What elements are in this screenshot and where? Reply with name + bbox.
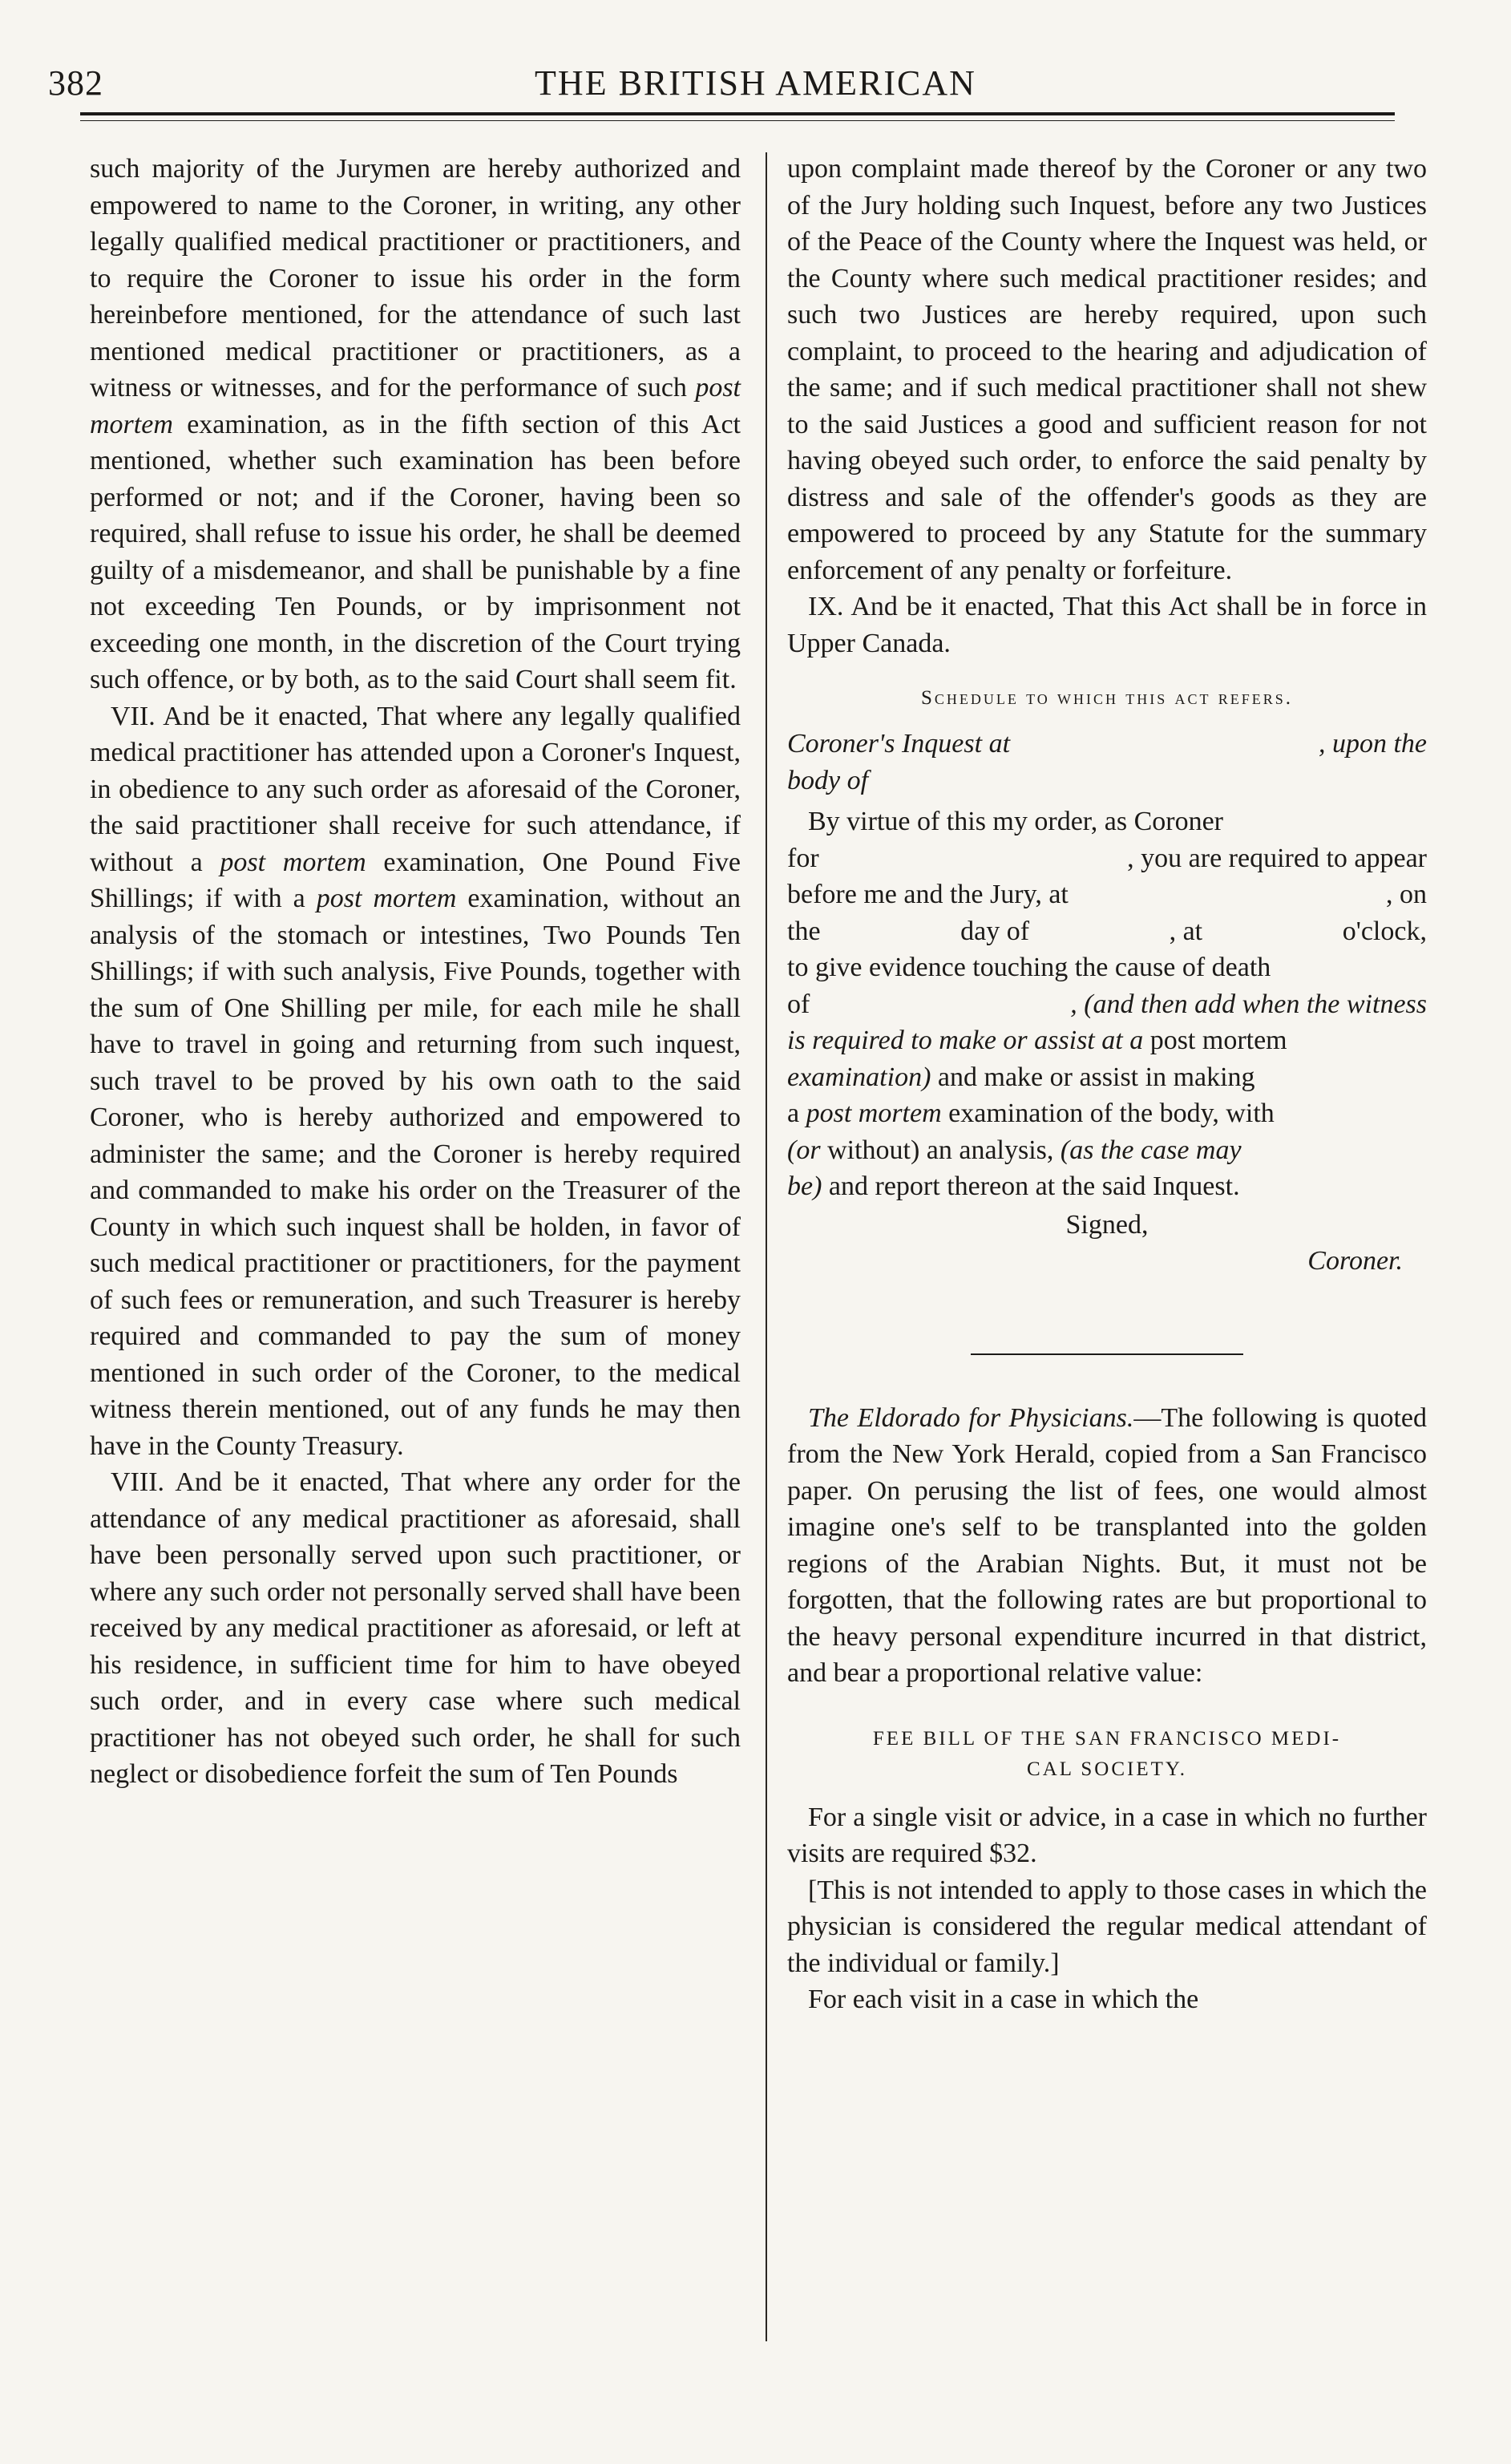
- order-text: , you are required to appear: [1127, 843, 1427, 873]
- order-text: post mortem: [806, 1098, 942, 1128]
- order-text: is required to make or assist at a: [787, 1026, 1144, 1055]
- order-text: a: [787, 1098, 800, 1128]
- order-line: By virtue of this my order, as Coroner: [808, 807, 1223, 836]
- italic-term: post mortem: [316, 884, 457, 913]
- section-separator: [971, 1353, 1243, 1355]
- order-text: , on: [1386, 880, 1427, 909]
- fee-item: For each visit in a case in which the: [808, 1985, 1199, 2014]
- order-line: [787, 1132, 1427, 1169]
- order-text: , (and then add when the witness: [1070, 989, 1427, 1019]
- order-line: [787, 876, 1427, 913]
- italic-term: post mortem: [90, 373, 741, 439]
- running-head: THE BRITISH AMERICAN: [535, 63, 976, 103]
- article-title: The Eldorado for Physicians.: [808, 1402, 1134, 1433]
- italic-term: post mortem: [220, 847, 366, 877]
- order-line: [787, 913, 1427, 950]
- order-line: [787, 1022, 1427, 1059]
- section-viii: VIII. And be it enacted, That where any order for the attendance of any medical practitioner as aforesaid, shall have been personally served upon such practitioner, or where any such order not personally served shall have been received by any medical practitioner as aforesaid, or left at his residence, in sufficient time for him to have obeyed such order, and in every case where such medical practitioner has not obeyed such order, he shall for such neglect or disobedience forfeit the sum of Ten Pounds: [90, 1467, 741, 1789]
- order-text: examination): [787, 1062, 931, 1092]
- section-vii: [90, 698, 741, 1465]
- order-text: for: [787, 843, 819, 873]
- order-text: examination of the body, with: [948, 1098, 1275, 1128]
- schedule-text: body of: [787, 765, 869, 795]
- eldorado-article: [787, 1400, 1427, 1692]
- order-text: day of: [960, 916, 1030, 946]
- order-text: of: [787, 989, 810, 1019]
- order-text: post mortem: [1149, 1026, 1287, 1055]
- signature-label: Signed,: [1065, 1209, 1149, 1240]
- paragraph-text: VII. And be it enacted, That where any legally qualified medical practitioner has attended upon a Coroner's Inquest, in obedience to any such order as aforesaid of the Coroner, the said practitioner shall receive for such attendance, if without a: [90, 701, 741, 877]
- order-text: the: [787, 916, 821, 946]
- schedule-line: [787, 726, 1427, 763]
- article-text: —The following is quoted from the New York Herald, copied from a San Francisco paper. On perusing the list of fees, one would almost imagine one's self to be transplanted into the golden regions of the Arabian Nights. But, it must not be forgotten, that the following rates are but proportional to the heavy personal expenditure incurred in that district, and bear a proportional relative value:: [787, 1402, 1427, 1688]
- order-text: be): [787, 1171, 822, 1201]
- order-text: o'clock,: [1342, 916, 1427, 946]
- order-text: (as the case may: [1060, 1135, 1242, 1165]
- fee-note: [This is not intended to apply to those cases in which the physician is considered the regular medical attendant of the individual or family.]: [787, 1875, 1427, 1978]
- header-rule-thick: [80, 112, 1395, 115]
- order-line: [787, 840, 1427, 877]
- paragraph-text: examination, without an analysis of the stomach or intestines, Two Pounds Ten Shillings; if with such analysis, Five Pounds, together with the sum of One Shilling per mile, for each mile he shall have to travel in going and returning from such inquest, such travel to be proved by his own oath to the said Coroner, who is hereby authorized and empowered to administer the same; and the Coroner is hereby required and commanded to make his order on the Treasurer of the County in which such inquest shall be holden, in favor of such medical practitioner or practitioners, for the payment of such fees or remuneration, and such Treasurer is hereby required and commanded to pay the sum of money mentioned in such order of the Coroner, to the medical witness therein mentioned, out of any funds he may then have in the County Treasury.: [90, 884, 741, 1461]
- order-line: [787, 986, 1427, 1023]
- coroner-order: [787, 803, 1427, 1280]
- order-line: [787, 1168, 1427, 1205]
- order-text: and make or assist in making: [937, 1062, 1255, 1092]
- order-line: [787, 1059, 1427, 1096]
- order-text: and report thereon at the said Inquest.: [828, 1171, 1240, 1201]
- right-column: [787, 151, 1427, 2018]
- paragraph-jurymen: [90, 151, 741, 698]
- order-line: [787, 1095, 1427, 1132]
- paragraph-complaint: upon complaint made thereof by the Coroner or any two of the Jury holding such Inquest, before any two Justices of the Peace of the County where the Inquest was held, or the County where such medical practitioner resides; and such two Justices are hereby required, upon such complaint, to proceed to the hearing and adjudication of the same; and if such medical practitioner shall not shew to the said Justices a good and sufficient reason for not having obeyed such order, to enforce the said penalty by distress and sale of the offender's goods as they are empowered to proceed by any Statute for the summary enforcement of any penalty or forfeiture.: [787, 154, 1427, 585]
- order-text: (or: [787, 1135, 821, 1165]
- paragraph-text: such majority of the Jurymen are hereby authorized and empowered to name to the Coroner, in writing, any other legally qualified medical practitioner or practitioners, and to require the Coroner to issue his order in the form hereinbefore mentioned, for the attendance of such last mentioned medical practitioner or practitioners, as a witness or witnesses, and for the performance of such: [90, 154, 741, 403]
- paragraph-text: examination, One Pound Five Shillings; if with a: [90, 847, 741, 913]
- left-column: [90, 151, 741, 1793]
- order-text: , at: [1169, 916, 1203, 946]
- page-header: [0, 63, 1511, 111]
- order-text: without) an analysis,: [827, 1135, 1054, 1165]
- header-rule-thin: [80, 120, 1395, 121]
- schedule-text: Coroner's Inquest at: [787, 729, 1011, 759]
- schedule-heading: Schedule to which this act refers.: [920, 687, 1294, 709]
- section-ix: IX. And be it enacted, That this Act shall be in force in Upper Canada.: [787, 592, 1427, 658]
- fee-item: For a single visit or advice, in a case in which no further visits are required $32.: [787, 1802, 1427, 1868]
- fee-bill-heading: [787, 1724, 1427, 1785]
- column-divider: [766, 152, 767, 2341]
- order-text: before me and the Jury, at: [787, 880, 1069, 909]
- fee-bill-heading-line: FEE BILL OF THE SAN FRANCISCO MEDI-: [872, 1727, 1342, 1750]
- order-line: to give evidence touching the cause of death: [787, 953, 1271, 982]
- schedule-text: , upon the: [1318, 729, 1427, 759]
- paragraph-text: examination, as in the fifth section of this Act mentioned, whether such examination has been before performed or not; and if the Coroner, having been so required, shall refuse to issue his order, he shall be deemed guilty of a misdemeanor, and shall be punishable by a fine not exceeding Ten Pounds, or by imprisonment not exceeding one month, in the discretion of the Court trying such offence, or by both, as to the said Court shall seem fit.: [90, 409, 741, 694]
- coroner-signature: Coroner.: [1307, 1246, 1403, 1276]
- fee-bill-heading-line: CAL SOCIETY.: [1027, 1758, 1187, 1780]
- page-number: 382: [48, 63, 103, 103]
